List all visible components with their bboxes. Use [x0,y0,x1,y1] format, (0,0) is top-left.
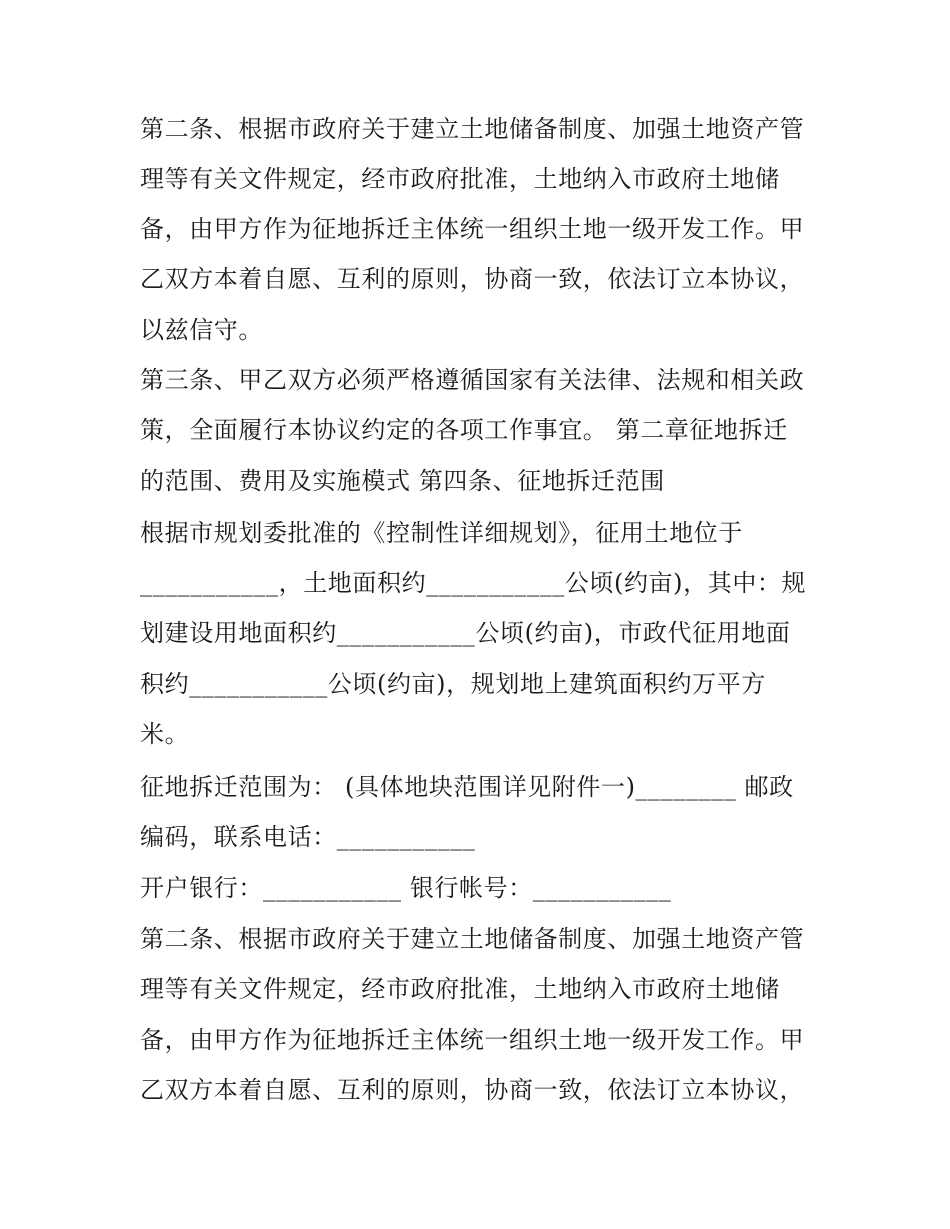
text-line: 第二条、根据市政府关于建立土地储备制度、加强土地资产管 [140,115,805,143]
text-line: 开户银行：___________ 银行帐号：___________ [140,874,672,902]
text-line: 米。 [140,720,190,748]
text-line: 理等有关文件规定，经市政府批准，土地纳入市政府土地储 [140,165,780,193]
text-line: 根据市规划委批准的《控制性详细规划》，征用土地位于 [140,519,743,547]
text-line: 划建设用地面积约___________公顷(约亩)，市政代征用地面 [140,619,791,647]
text-line: 理等有关文件规定，经市政府批准，土地纳入市政府土地储 [140,975,780,1003]
text-line: 乙双方本着自愿、互利的原则，协商一致，依法订立本协议， [140,265,805,293]
text-line: 以兹信守。 [140,316,263,344]
text-line: 备，由甲方作为征地拆迁主体统一组织土地一级开发工作。甲 [140,1026,805,1054]
text-line: ___________，土地面积约___________公顷(约亩)，其中：规 [140,569,807,597]
text-line: 征地拆迁范围为： (具体地块范围详见附件一)________ 邮政 [140,773,794,801]
text-line: 第三条、甲乙双方必须严格遵循国家有关法律、法规和相关政 [140,366,805,394]
text-line: 编码，联系电话：___________ [140,823,476,851]
text-line: 的范围、费用及实施模式 第四条、征地拆迁范围 [140,467,665,495]
text-line: 备，由甲方作为征地拆迁主体统一组织土地一级开发工作。甲 [140,215,805,243]
text-line: 策，全面履行本协议约定的各项工作事宜。 第二章征地拆迁 [140,416,788,444]
text-line: 第二条、根据市政府关于建立土地储备制度、加强土地资产管 [140,925,805,953]
text-line: 积约___________公顷(约亩)，规划地上建筑面积约万平方 [140,670,766,698]
text-line: 乙双方本着自愿、互利的原则，协商一致，依法订立本协议， [140,1076,805,1104]
